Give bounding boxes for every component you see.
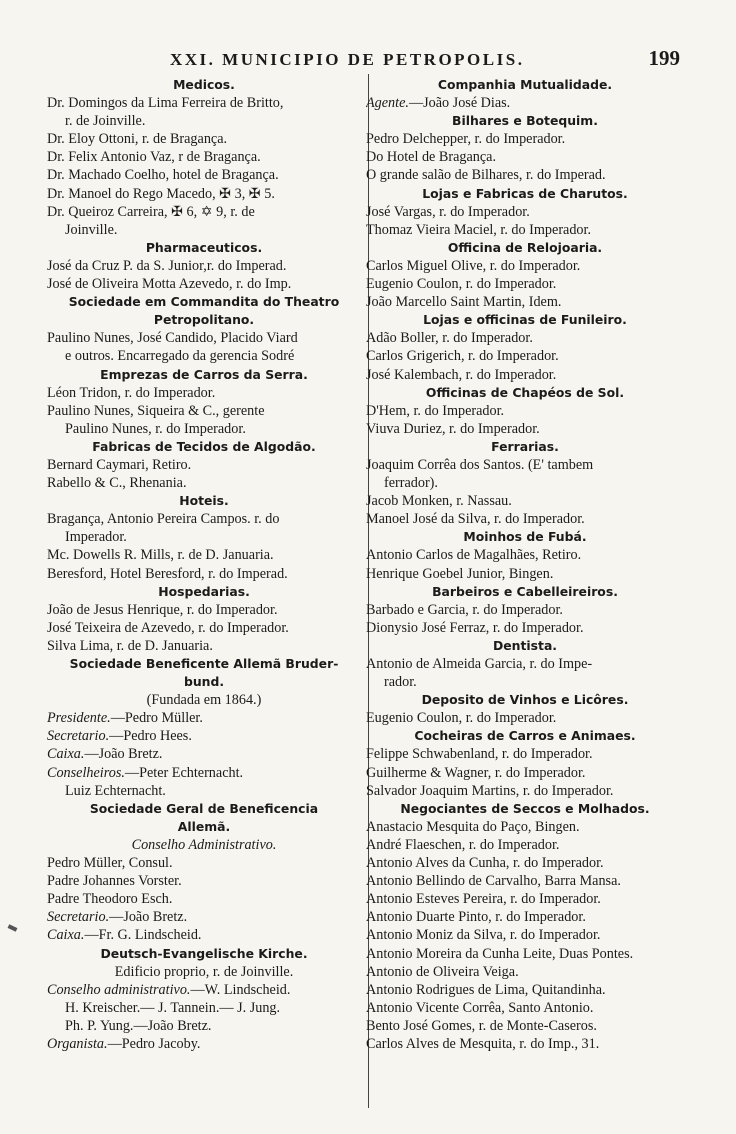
directory-line: Henrique Goebel Junior, Bingen. bbox=[366, 565, 554, 582]
directory-line: José Vargas, r. do Imperador. bbox=[366, 203, 530, 220]
section-heading: Barbeiros e Cabelleireiros. bbox=[432, 583, 618, 599]
entry-role: Agente. bbox=[366, 95, 409, 112]
directory-line: Carlos Grigerich, r. do Imperador. bbox=[366, 348, 559, 365]
directory-line: r. de Joinville. bbox=[65, 113, 146, 130]
section-heading: Deposito de Vinhos e Licôres. bbox=[421, 692, 629, 708]
section-heading: Pharmaceuticos. bbox=[145, 239, 263, 255]
directory-line: José Kalembach, r. do Imperador. bbox=[366, 366, 557, 383]
directory-line: Antonio de Oliveira Veiga. bbox=[366, 963, 519, 980]
directory-line: H. Kreischer.— J. Tannein.— J. Jung. bbox=[65, 999, 281, 1016]
section-heading: Companhia Mutualidade. bbox=[437, 77, 613, 92]
directory-line: D'Hem, r. do Imperador. bbox=[366, 402, 505, 419]
directory-line: Dr. Queiroz Carreira, ✠ 6, ✡ 9, r. de bbox=[47, 203, 255, 220]
directory-line bbox=[47, 926, 361, 944]
directory-line: Pedro Delchepper, r. do Imperador. bbox=[366, 131, 566, 148]
right-column bbox=[366, 76, 684, 1053]
section-heading: Deutsch-Evangelische Kirche. bbox=[100, 945, 308, 961]
section-heading: Cocheiras de Carros e Animaes. bbox=[414, 728, 636, 744]
directory-line: Jacob Monken, r. Nassau. bbox=[366, 493, 512, 510]
directory-line: Carlos Miguel Olive, r. do Imperador. bbox=[366, 257, 581, 274]
directory-line: Antonio Vicente Corrêa, Santo Antonio. bbox=[366, 999, 594, 1016]
section-heading: Officinas de Chapéos de Sol. bbox=[425, 384, 625, 400]
directory-line: José Teixeira de Azevedo, r. do Imperador. bbox=[47, 619, 289, 636]
directory-line: José da Cruz P. da S. Junior,r. do Imperad. bbox=[47, 257, 287, 274]
directory-line: Ph. P. Yung.—João Bretz. bbox=[65, 1017, 212, 1034]
directory-line: Antonio Esteves Pereira, r. do Imperador. bbox=[366, 891, 601, 908]
entry-name: —João Bretz. bbox=[109, 909, 188, 926]
entry-name: —Pedro Jacoby. bbox=[107, 1035, 201, 1052]
entry-role: Secretario. bbox=[47, 728, 110, 745]
directory-line: Mc. Dowells R. Mills, r. de D. Januaria. bbox=[47, 547, 274, 564]
section-heading: Medicos. bbox=[173, 77, 235, 92]
directory-line: Viuva Duriez, r. do Imperador. bbox=[366, 420, 540, 437]
section-heading: Lojas e officinas de Funileiro. bbox=[423, 312, 627, 328]
directory-line: Antonio Bellindo de Carvalho, Barra Mansa. bbox=[366, 873, 621, 890]
entry-role: Presidente. bbox=[47, 710, 111, 727]
section-heading: Bilhares e Botequim. bbox=[452, 113, 598, 129]
directory-line: Dionysio José Ferraz, r. do Imperador. bbox=[366, 619, 584, 636]
directory-line: Antonio Rodrigues de Lima, Quitandinha. bbox=[366, 981, 606, 998]
directory-line: Manoel José da Silva, r. do Imperador. bbox=[366, 511, 585, 528]
directory-line: Salvador Joaquim Martins, r. do Imperador. bbox=[366, 782, 614, 799]
entry-role: Conselheiros. bbox=[47, 764, 125, 781]
directory-line: Adão Boller, r. do Imperador. bbox=[366, 330, 533, 347]
directory-line: João de Jesus Henrique, r. do Imperador. bbox=[47, 601, 278, 618]
directory-line: Felippe Schwabenland, r. do Imperador. bbox=[366, 746, 593, 763]
directory-line: Antonio Moreira da Cunha Leite, Duas Pontes. bbox=[366, 945, 634, 962]
entry-role: Organista. bbox=[47, 1035, 108, 1052]
directory-line: Beresford, Hotel Beresford, r. do Imperad. bbox=[47, 565, 288, 582]
directory-line: Pedro Müller, Consul. bbox=[47, 855, 173, 872]
directory-line: Bragança, Antonio Pereira Campos. r. do bbox=[47, 511, 280, 528]
directory-line: Luiz Echternacht. bbox=[65, 782, 166, 799]
directory-line: Carlos Alves de Mesquita, r. do Imp., 31. bbox=[366, 1035, 600, 1052]
directory-line: Antonio Duarte Pinto, r. do Imperador. bbox=[366, 909, 586, 926]
page-title: XXI. MUNICIPIO DE PETROPOLIS. bbox=[170, 50, 525, 69]
directory-line: ferrador). bbox=[384, 475, 438, 492]
directory-line: Paulino Nunes, r. do Imperador. bbox=[65, 420, 246, 437]
directory-line: Guilherme & Wagner, r. do Imperador. bbox=[366, 764, 586, 781]
directory-line: Bernard Caymari, Retiro. bbox=[47, 456, 192, 473]
section-heading: Moinhos de Fubá. bbox=[463, 529, 587, 545]
directory-line: Eugenio Coulon, r. do Imperador. bbox=[366, 710, 557, 727]
directory-line bbox=[47, 709, 361, 727]
directory-line: Padre Johannes Vorster. bbox=[47, 873, 182, 890]
page-number: 199 bbox=[648, 46, 680, 70]
directory-line bbox=[47, 908, 361, 926]
section-heading: Sociedade Geral de Beneficencia bbox=[89, 800, 319, 816]
section-heading: Emprezas de Carros da Serra. bbox=[100, 366, 308, 382]
directory-line: Paulino Nunes, Siqueira & C., gerente bbox=[47, 402, 265, 419]
directory-line bbox=[47, 764, 361, 782]
section-heading: Lojas e Fabricas de Charutos. bbox=[422, 185, 628, 201]
section-heading: Ferrarias. bbox=[491, 438, 559, 454]
entry-name: —João Bretz. bbox=[84, 746, 163, 763]
entry-name: —João José Dias. bbox=[408, 95, 511, 112]
entry-name: —W. Lindscheid. bbox=[190, 981, 291, 998]
entry-name: —Pedro Hees. bbox=[109, 728, 192, 745]
directory-line: O grande salão de Bilhares, r. do Imperad. bbox=[366, 167, 606, 184]
directory-line bbox=[47, 1035, 361, 1053]
directory-line: Do Hotel de Bragança. bbox=[366, 149, 497, 166]
directory-line: Barbado e Garcia, r. do Imperador. bbox=[366, 601, 563, 618]
entry-name: —Pedro Müller. bbox=[110, 710, 203, 727]
directory-line: Edificio proprio, r. de Joinville. bbox=[114, 963, 294, 980]
section-heading: Fabricas de Tecidos de Algodão. bbox=[92, 438, 316, 454]
directory-line: Antonio de Almeida Garcia, r. do Impe- bbox=[366, 656, 593, 672]
directory-line: rador. bbox=[384, 674, 417, 691]
section-heading: Hoteis. bbox=[179, 493, 229, 509]
directory-line: Imperador. bbox=[65, 529, 127, 546]
directory-line: Thomaz Vieira Maciel, r. do Imperador. bbox=[366, 221, 592, 238]
directory-line bbox=[47, 745, 361, 763]
page-header bbox=[50, 44, 690, 72]
directory-line bbox=[366, 94, 684, 112]
section-heading: Allemã. bbox=[177, 818, 231, 834]
directory-line: Paulino Nunes, José Candido, Placido Viard bbox=[47, 330, 298, 347]
directory-line: Joaquim Corrêa dos Santos. (E' tambem bbox=[366, 456, 594, 473]
entry-name: —Fr. G. Lindscheid. bbox=[84, 927, 202, 944]
directory-line: Dr. Felix Antonio Vaz, r de Bragança. bbox=[47, 149, 261, 166]
directory-line: Antonio Carlos de Magalhães, Retiro. bbox=[366, 547, 582, 564]
directory-line: Padre Theodoro Esch. bbox=[47, 891, 173, 908]
section-heading: bund. bbox=[183, 674, 225, 690]
entry-role: Secretario. bbox=[47, 909, 110, 926]
directory-line: Conselho Administrativo. bbox=[131, 836, 277, 853]
directory-line bbox=[47, 981, 361, 999]
section-heading: Sociedade Beneficente Allemã Bruder- bbox=[69, 656, 339, 671]
left-column bbox=[47, 76, 361, 1053]
directory-line: Dr. Machado Coelho, hotel de Bragança. bbox=[47, 167, 279, 184]
entry-role: Conselho administrativo. bbox=[47, 981, 191, 998]
directory-line: Antonio Alves da Cunha, r. do Imperador. bbox=[366, 855, 604, 872]
directory-line: José de Oliveira Motta Azevedo, r. do Imp. bbox=[47, 276, 292, 293]
directory-line: João Marcello Saint Martin, Idem. bbox=[366, 294, 562, 311]
directory-line: (Fundada em 1864.) bbox=[146, 692, 262, 709]
section-heading: Petropolitano. bbox=[153, 312, 255, 328]
directory-line: Léon Tridon, r. do Imperador. bbox=[47, 384, 216, 401]
margin-mark bbox=[8, 924, 18, 931]
directory-line: Eugenio Coulon, r. do Imperador. bbox=[366, 276, 557, 293]
directory-line: Silva Lima, r. de D. Januaria. bbox=[47, 637, 213, 654]
section-heading: Hospedarias. bbox=[158, 583, 250, 599]
directory-line: Rabello & C., Rhenania. bbox=[47, 475, 187, 492]
directory-line: Anastacio Mesquita do Paço, Bingen. bbox=[366, 818, 580, 835]
entry-name: —Peter Echternacht. bbox=[124, 764, 244, 781]
directory-line: Dr. Manoel do Rego Macedo, ✠ 3, ✠ 5. bbox=[47, 185, 275, 202]
directory-line: Antonio Moniz da Silva, r. do Imperador. bbox=[366, 927, 601, 944]
directory-line: Bento José Gomes, r. de Monte-Caseros. bbox=[366, 1017, 597, 1034]
section-heading: Sociedade em Commandita do Theatro bbox=[68, 294, 340, 310]
section-heading: Dentista. bbox=[492, 637, 558, 653]
entry-role: Caixa. bbox=[47, 746, 85, 763]
section-heading: Negociantes de Seccos e Molhados. bbox=[400, 800, 650, 816]
directory-line: Joinville. bbox=[65, 221, 118, 238]
entry-role: Caixa. bbox=[47, 927, 85, 944]
directory-line: Dr. Domingos da Lima Ferreira de Britto, bbox=[47, 95, 284, 112]
directory-line bbox=[47, 727, 361, 745]
directory-line: e outros. Encarregado da gerencia Sodré bbox=[65, 348, 295, 365]
section-heading: Officina de Relojoaria. bbox=[447, 239, 603, 255]
directory-line: André Flaeschen, r. do Imperador. bbox=[366, 836, 560, 853]
directory-line: Dr. Eloy Ottoni, r. de Bragança. bbox=[47, 131, 228, 148]
